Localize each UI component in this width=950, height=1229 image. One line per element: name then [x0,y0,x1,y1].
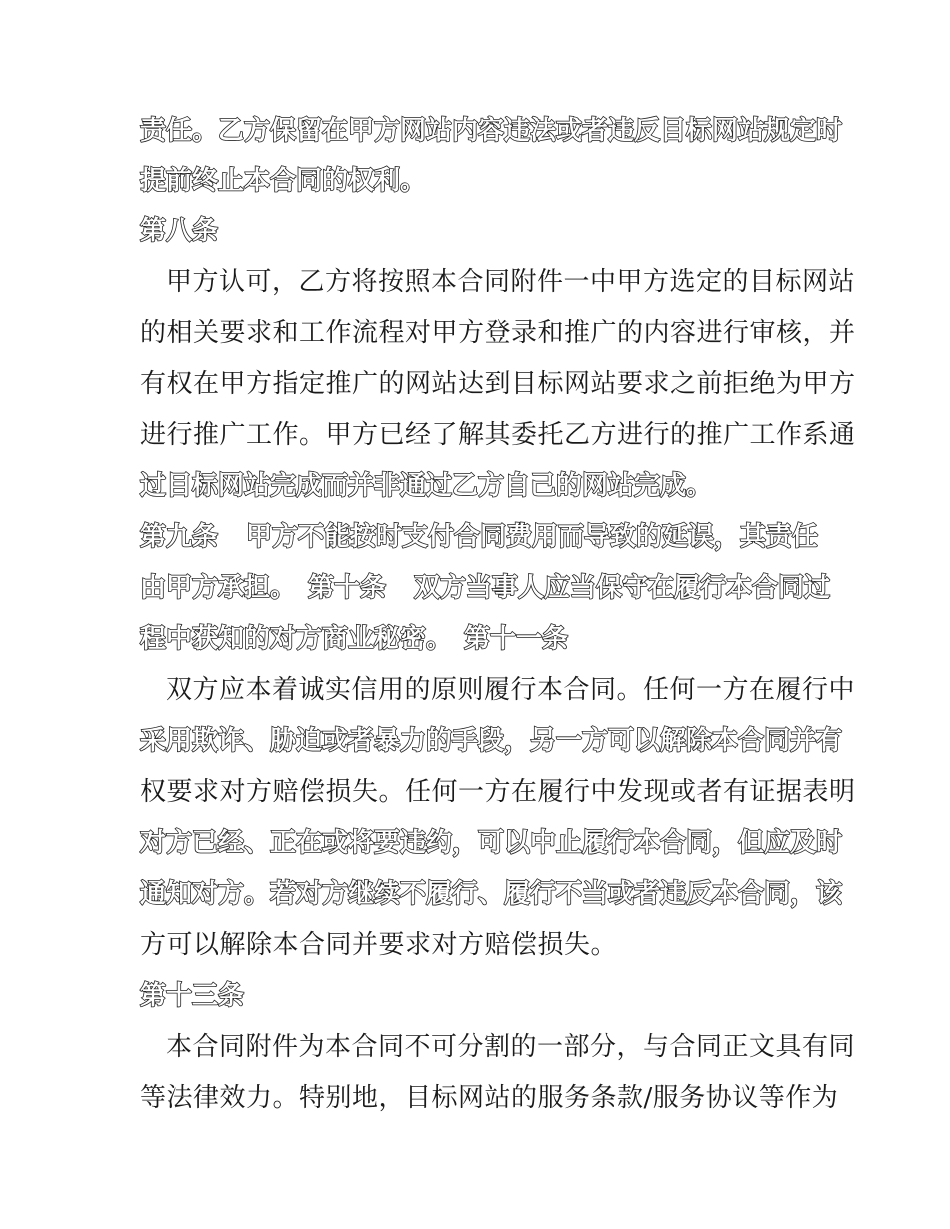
article-heading-8: 第八条 [140,216,219,246]
text-line: 方可以解除本合同并要求对方赔偿损失。 [140,930,618,960]
text-line: 通知对方。若对方继续不履行、履行不当或者违反本合同，该 [140,879,843,909]
article-9-text-end: 由甲方承担。 [140,573,297,603]
text-line: 采用欺诈、胁迫或者暴力的手段，另一方可以解除本合同并有 [140,726,843,756]
article-heading-10: 第十条 [308,573,387,603]
text-line: 有权在甲方指定推广的网站达到目标网站要求之前拒绝为甲方 [140,369,856,399]
text-line: 提前终止本合同的权利。 [140,166,427,196]
article-heading-13: 第十三条 [140,981,245,1011]
article-10-text: 双方当事人应当保守在履行本合同过 [414,573,831,603]
text-line: 责任。乙方保留在甲方网站内容违法或者违反目标网站规定时 [140,116,843,146]
article-heading-11: 第十一条 [464,624,569,654]
text-line [140,517,820,557]
text-line: 权要求对方赔偿损失。任何一方在履行中发现或者有证据表明 [140,777,856,807]
article-heading-9: 第九条 [140,522,219,552]
article-9-text: 甲方不能按时支付合同费用而导致的延误，其责任 [246,522,819,552]
text-line [140,619,820,659]
text-line: 的相关要求和工作流程对甲方登录和推广的内容进行审核，并 [140,318,856,348]
text-line: 双方应本着诚实信用的原则履行本合同。任何一方在履行中 [166,675,856,705]
text-line: 进行推广工作。甲方已经了解其委托乙方进行的推广工作系通 [140,420,856,450]
text-line: 对方已经、正在或将要违约，可以中止履行本合同，但应及时 [140,828,843,858]
text-line: 本合同附件为本合同不可分割的一部分，与合同正文具有同 [166,1032,856,1062]
text-line: 等法律效力。特别地，目标网站的服务条款/服务协议等作为 [140,1083,839,1113]
article-10-text-end: 程中获知的对方商业秘密。 [140,624,453,654]
text-line: 甲方认可，乙方将按照本合同附件一中甲方选定的目标网站 [166,267,856,297]
text-line: 过目标网站完成而并非通过乙方自己的网站完成。 [140,471,713,501]
text-line [140,568,831,608]
